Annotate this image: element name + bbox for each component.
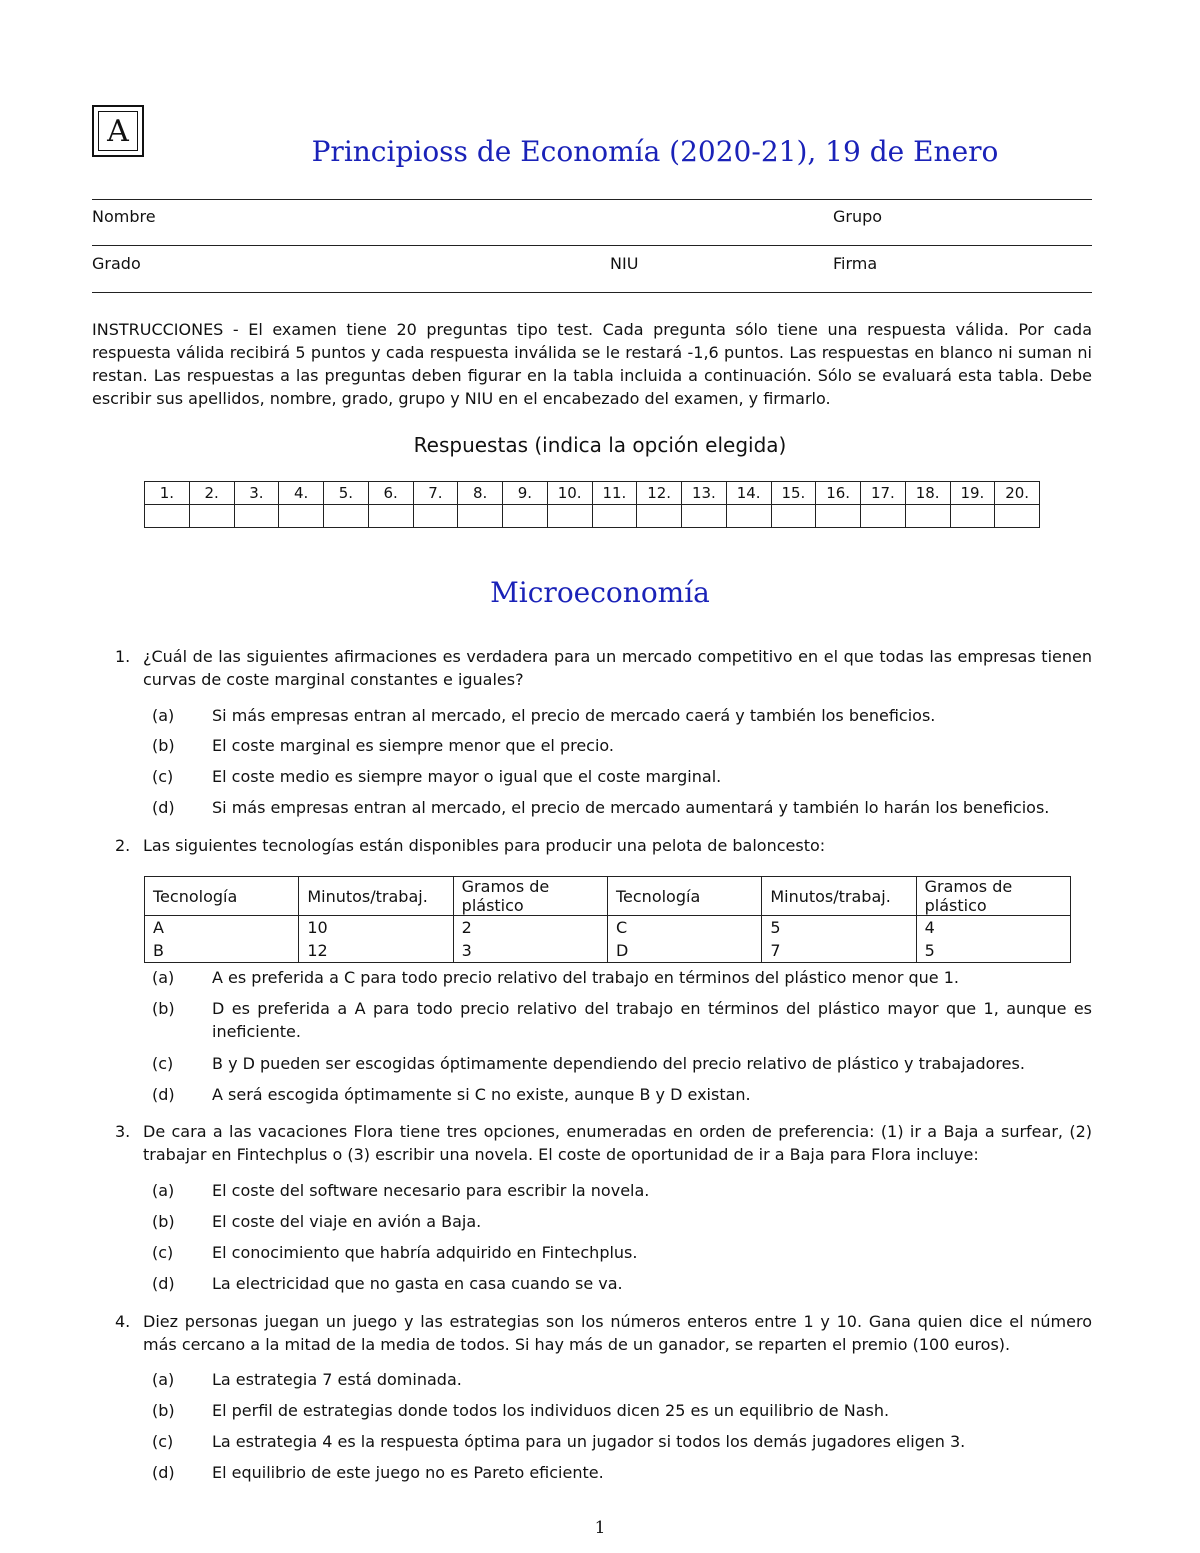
question-number: 3. — [115, 1122, 131, 1141]
option-label: (c) — [152, 1054, 174, 1073]
option-text: El coste medio es siempre mayor o igual que el coste marginal. — [212, 767, 722, 786]
answer-input-cell[interactable] — [368, 505, 413, 528]
divider — [92, 199, 1092, 200]
answer-input-cell[interactable] — [234, 505, 279, 528]
field-grado[interactable]: Grado — [92, 254, 141, 273]
table-cell: 12 — [299, 939, 453, 963]
option-text: La electricidad que no gasta en casa cuando se va. — [212, 1274, 623, 1293]
option-text: Si más empresas entran al mercado, el precio de mercado caerá y también los beneficios. — [212, 706, 936, 725]
question-1 — [115, 645, 1092, 691]
answer-input-cell[interactable] — [816, 505, 861, 528]
question-number: 4. — [115, 1312, 131, 1331]
answer-input-cell[interactable] — [995, 505, 1040, 528]
question-number: 2. — [115, 836, 131, 855]
table-cell: D — [607, 939, 761, 963]
answer-number-cell: 3. — [234, 482, 279, 505]
exam-version-box — [92, 105, 144, 157]
question-4 — [115, 1310, 1092, 1356]
technology-table-row — [145, 916, 1071, 940]
technology-table-row — [145, 939, 1071, 963]
answer-number-cell: 13. — [682, 482, 727, 505]
table-cell: 5 — [762, 916, 916, 940]
answer-input-cell[interactable] — [592, 505, 637, 528]
option-text: El conocimiento que habría adquirido en Fintechplus. — [212, 1243, 638, 1262]
divider — [92, 245, 1092, 246]
field-niu[interactable]: NIU — [610, 254, 639, 273]
answer-input-cell[interactable] — [145, 505, 190, 528]
option-label: (b) — [152, 999, 175, 1018]
option-text: D es preferida a A para todo precio relativo del trabajo en términos del plástico mayor que 1, aunque es ineficiente. — [212, 999, 1092, 1041]
option-text: A es preferida a C para todo precio relativo del trabajo en términos del plástico menor que 1. — [212, 968, 959, 987]
answer-input-cell[interactable] — [279, 505, 324, 528]
answer-number-cell: 7. — [413, 482, 458, 505]
answers-title: Respuestas (indica la opción elegida) — [413, 433, 787, 457]
question-stem: Diez personas juegan un juego y las estrategias son los números enteros entre 1 y 10. Gana quien dice el número más cercano a la mitad de la media de todos. Si hay más de un ganador, se reparten el premio (100 euros). — [143, 1312, 1092, 1354]
answers-table — [144, 481, 1040, 528]
option-text: Si más empresas entran al mercado, el precio de mercado aumentará y también lo harán los beneficios. — [212, 798, 1050, 817]
table-header-cell: Minutos/trabaj. — [299, 877, 453, 916]
table-cell: 10 — [299, 916, 453, 940]
option-text: El equilibrio de este juego no es Pareto eficiente. — [212, 1463, 604, 1482]
exam-title: Principioss de Economía (2020-21), 19 de Enero — [311, 135, 999, 168]
question-3 — [115, 1120, 1092, 1166]
answer-number-cell: 5. — [324, 482, 369, 505]
answer-number-cell: 19. — [950, 482, 995, 505]
table-header-cell: Tecnología — [607, 877, 761, 916]
table-header-cell: Tecnología — [145, 877, 299, 916]
divider — [92, 292, 1092, 293]
answer-number-cell: 6. — [368, 482, 413, 505]
answer-number-cell: 1. — [145, 482, 190, 505]
table-cell: A — [145, 916, 299, 940]
answer-input-cell[interactable] — [682, 505, 727, 528]
option-text: El coste del viaje en avión a Baja. — [212, 1212, 482, 1231]
answer-number-cell: 4. — [279, 482, 324, 505]
question-stem: Las siguientes tecnologías están disponibles para producir una pelota de baloncesto: — [143, 836, 826, 855]
option-label: (b) — [152, 736, 175, 755]
answer-number-cell: 12. — [637, 482, 682, 505]
answer-number-cell: 2. — [189, 482, 234, 505]
answer-number-cell: 10. — [547, 482, 592, 505]
answer-input-cell[interactable] — [413, 505, 458, 528]
technology-table-header — [145, 877, 1071, 916]
answer-number-cell: 9. — [503, 482, 548, 505]
option-label: (a) — [152, 706, 175, 725]
page-number: 1 — [594, 1518, 606, 1538]
option-label: (d) — [152, 1274, 175, 1293]
question-2 — [115, 834, 1092, 857]
option-label: (c) — [152, 767, 174, 786]
answer-input-cell[interactable] — [861, 505, 906, 528]
option-text: La estrategia 4 es la respuesta óptima para un jugador si todos los demás jugadores eligen 3. — [212, 1432, 966, 1451]
answer-input-cell[interactable] — [503, 505, 548, 528]
table-cell: 2 — [453, 916, 607, 940]
table-header-cell: Gramos de plástico — [916, 877, 1070, 916]
answers-box-row — [145, 505, 1040, 528]
option-label: (d) — [152, 1085, 175, 1104]
answer-input-cell[interactable] — [547, 505, 592, 528]
option-label: (b) — [152, 1401, 175, 1420]
field-firma[interactable]: Firma — [833, 254, 878, 273]
table-cell: 4 — [916, 916, 1070, 940]
answer-input-cell[interactable] — [905, 505, 950, 528]
answer-number-cell: 15. — [771, 482, 816, 505]
option-label: (a) — [152, 1370, 175, 1389]
answer-input-cell[interactable] — [324, 505, 369, 528]
field-nombre[interactable]: Nombre — [92, 207, 156, 226]
answer-number-cell: 16. — [816, 482, 861, 505]
option-label: (c) — [152, 1243, 174, 1262]
answer-input-cell[interactable] — [458, 505, 503, 528]
option-label: (c) — [152, 1432, 174, 1451]
question-stem: De cara a las vacaciones Flora tiene tres opciones, enumeradas en orden de preferencia: (1) ir a Baja a surfear, (2) trabajar en Fintechplus o (3) escribir una novela. El coste de oportunidad de ir a Baja para Flora incluye: — [143, 1122, 1092, 1164]
table-header-cell: Minutos/trabaj. — [762, 877, 916, 916]
answers-number-row — [145, 482, 1040, 505]
table-cell: B — [145, 939, 299, 963]
answer-number-cell: 11. — [592, 482, 637, 505]
option-label: (d) — [152, 798, 175, 817]
field-grupo[interactable]: Grupo — [833, 207, 883, 226]
question-number: 1. — [115, 647, 131, 666]
option-text: A será escogida óptimamente si C no existe, aunque B y D existan. — [212, 1085, 751, 1104]
table-cell: 7 — [762, 939, 916, 963]
answer-input-cell[interactable] — [637, 505, 682, 528]
table-cell: 3 — [453, 939, 607, 963]
answer-number-cell: 20. — [995, 482, 1040, 505]
option-text: La estrategia 7 está dominada. — [212, 1370, 462, 1389]
section-title: Microeconomía — [490, 576, 710, 609]
answer-number-cell: 17. — [861, 482, 906, 505]
question-stem: ¿Cuál de las siguientes afirmaciones es verdadera para un mercado competitivo en el que todas las empresas tienen curvas de coste marginal constantes e iguales? — [143, 647, 1092, 689]
option-text: El perfil de estrategias donde todos los individuos dicen 25 es un equilibrio de Nash. — [212, 1401, 890, 1420]
technology-table — [144, 876, 1071, 963]
table-cell: 5 — [916, 939, 1070, 963]
table-header-cell: Gramos de plástico — [453, 877, 607, 916]
option-text: El coste del software necesario para escribir la novela. — [212, 1181, 650, 1200]
option-text: B y D pueden ser escogidas óptimamente dependiendo del precio relativo de plástico y trabajadores. — [212, 1054, 1025, 1073]
option-label: (a) — [152, 1181, 175, 1200]
answer-input-cell[interactable] — [726, 505, 771, 528]
answer-number-cell: 14. — [726, 482, 771, 505]
answer-number-cell: 18. — [905, 482, 950, 505]
exam-version-letter: A — [98, 111, 138, 151]
table-cell: C — [607, 916, 761, 940]
answer-input-cell[interactable] — [950, 505, 995, 528]
answer-input-cell[interactable] — [771, 505, 816, 528]
answer-input-cell[interactable] — [189, 505, 234, 528]
option-label: (d) — [152, 1463, 175, 1482]
instructions-paragraph: INSTRUCCIONES - El examen tiene 20 preguntas tipo test. Cada pregunta sólo tiene una respuesta válida. Por cada respuesta válida recibirá 5 puntos y cada respuesta inválida se le restará -1,6 puntos. Las respuestas en blanco ni suman ni restan. Las respuestas a las preguntas deben figurar en la tabla incluida a continuación. Sólo se evaluará esta tabla. Debe escribir sus apellidos, nombre, grado, grupo y NIU en el encabezado del examen, y firmarlo. — [92, 320, 1092, 408]
option-label: (b) — [152, 1212, 175, 1231]
option-text: El coste marginal es siempre menor que el precio. — [212, 736, 615, 755]
answer-number-cell: 8. — [458, 482, 503, 505]
option-label: (a) — [152, 968, 175, 987]
